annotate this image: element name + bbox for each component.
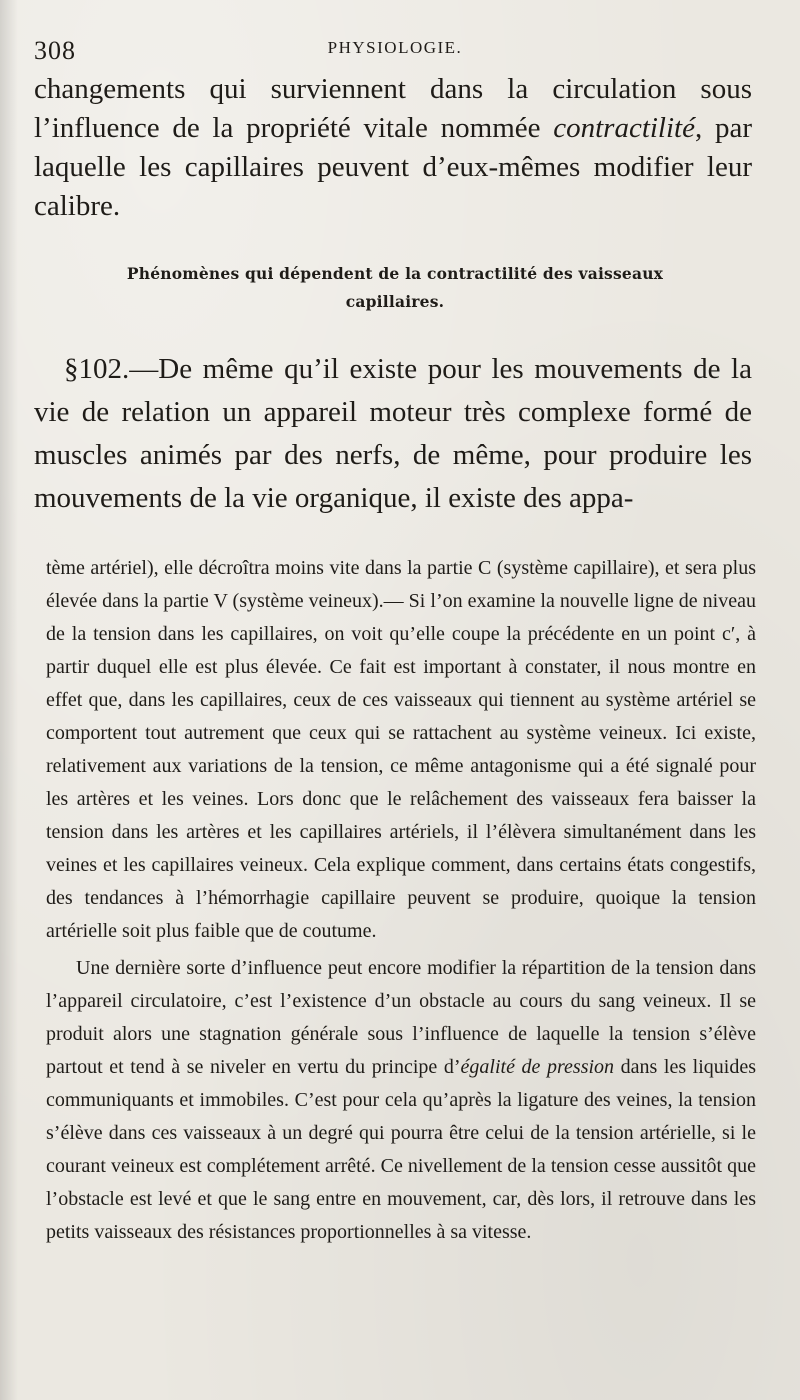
section-paragraph: §102.—De même qu’il existe pour les mouvements de la vie de relation un appareil moteur très complexe formé de muscles animés par des nerfs, de même, pour produire les mouvements de la vie organique, il existe des appa-: [34, 353, 752, 514]
section-heading-line-2: capillaires.: [345, 292, 445, 311]
small-paragraph-1: tème artériel), elle décroîtra moins vite dans la partie C (système capillaire), et sera plus élevée dans la partie V (système veineux).— Si l’on examine la nouvelle ligne de niveau de la tension dans les capillaires, on voit qu’elle coupe la précédente en un point c′, à partir duquel elle est plus élevée. Ce fait est important à constater, il nous montre en effet que, dans les capillaires, ceux de ces vaisseaux qui tiennent au système artériel se comportent tout autrement que ceux qui se rattachent au système veineux. Ici existe, relativement aux variations de la tension, ce même antagonisme qui a été signalé pour les artères et les veines. Lors donc que le relâchement des vaisseaux fera baisser la tension dans les artères et les capillaires artériels, il l’élèvera simultanément dans les veines et les capillaires veineux. Cela explique comment, dans certains états congestifs, des tendances à l’hémorrhagie capillaire peuvent se produire, quoique la tension artérielle soit plus faible que de coutume.: [46, 557, 756, 942]
page-number: 308: [34, 36, 76, 65]
small-paragraph-2: [34, 952, 756, 1249]
page-header: [34, 30, 756, 70]
small-paragraph-2-end: dans les liquides communiquants et immobiles. C’est pour cela qu’après la ligature des veines, la tension s’élève dans ces vaisseaux à un degré qui pourra être celui de la tension artérielle, si le courant veineux est complétement arrêté. Ce nivellement de la tension cesse aussitôt que l’obstacle est levé et que le sang entre en mouvement, car, dès lors, il retrouve dans les petits vaisseaux des résistances proportionnelles à sa vitesse.: [46, 1056, 757, 1243]
section-heading: [34, 260, 756, 316]
intro-text-end: , par laquelle les capillaires peuvent d’eux-mêmes modifier leur calibre.: [34, 112, 752, 222]
running-title: PHYSIOLOGIE.: [327, 38, 463, 57]
intro-italic-term: contractilité: [553, 112, 695, 144]
intro-paragraph: [34, 70, 756, 226]
small-paragraph-2-italic-term: égalité de pression: [460, 1056, 615, 1078]
section-heading-line-1: Phénomènes qui dépendent de la contractilité des vaisseaux: [126, 264, 664, 283]
small-paragraph-2-start: Une dernière sorte d’influence peut encore modifier la répartition de la tension dans l’appareil circulatoire, c’est l’existence d’un obstacle au cours du sang veineux. Il se produit alors une stagnation générale sous l’influence de laquelle la tension s’élève partout et tend à se niveler en vertu du principe d’: [46, 957, 756, 1078]
intro-text-start: changements qui surviennent dans la circulation sous l’influence de la propriété vitale nommée: [34, 73, 752, 144]
